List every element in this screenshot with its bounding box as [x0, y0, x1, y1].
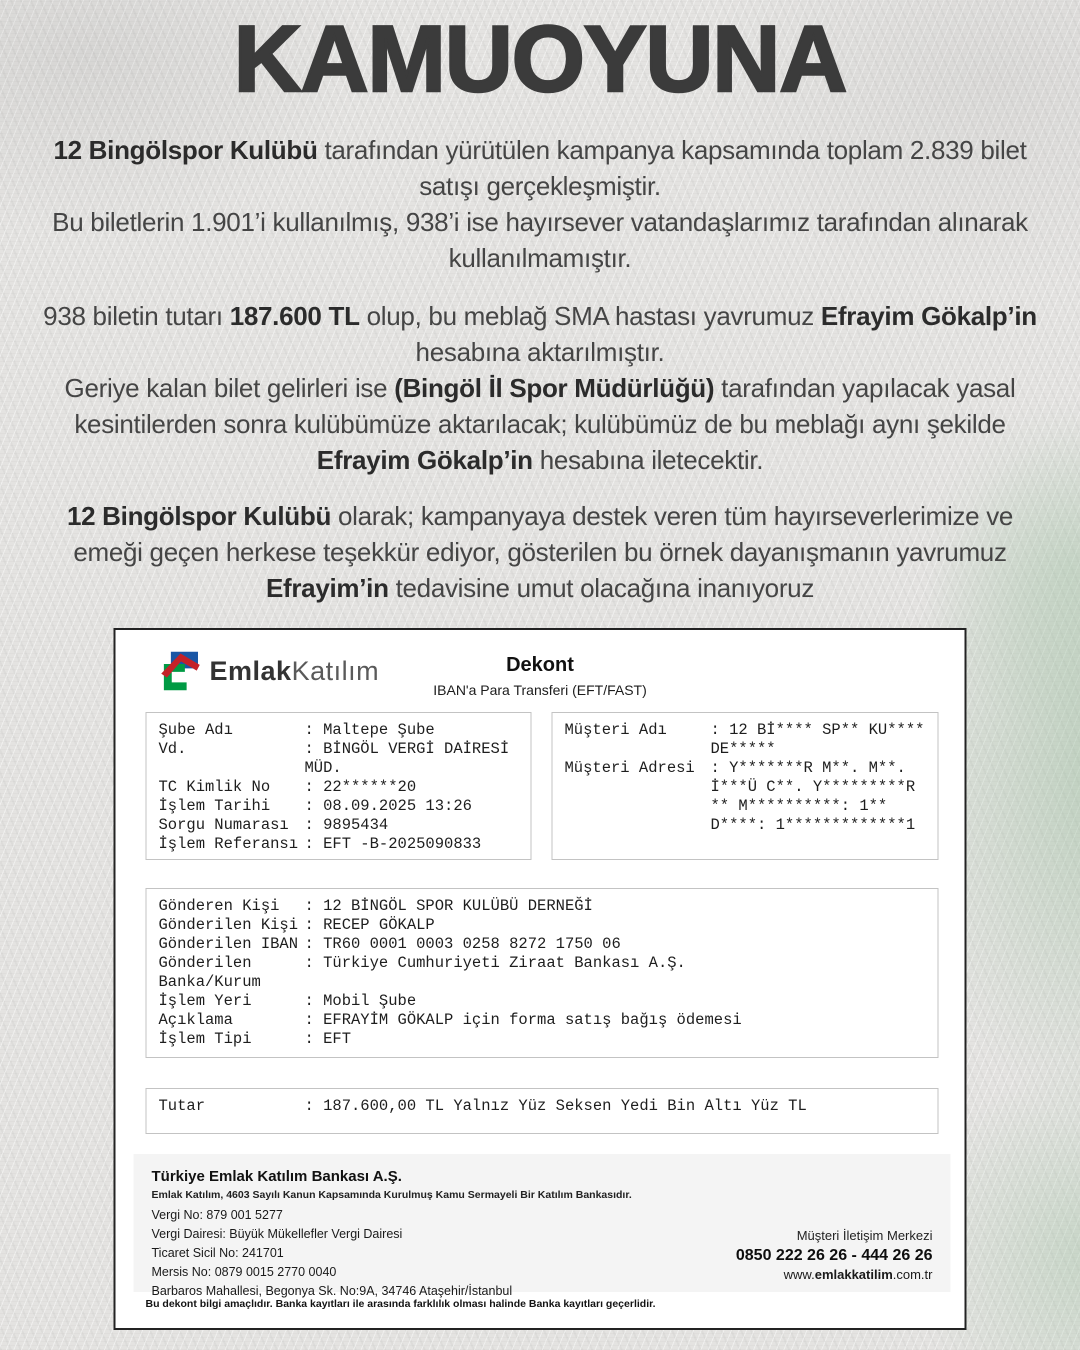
website-prefix: www. — [783, 1267, 815, 1282]
bank-info-line: Vergi No: 879 001 5277 — [151, 1208, 283, 1222]
field-row — [159, 740, 519, 778]
field-label: Tutar — [158, 1097, 206, 1115]
receipt-subtitle: IBAN'a Para Transferi (EFT/FAST) — [433, 682, 647, 698]
bank-info-line: Barbaros Mahallesi, Begonya Sk. No:9A, 34746 Ataşehir/İstanbul — [151, 1284, 513, 1298]
bank-info-line: Ticaret Sicil No: 241701 — [151, 1246, 284, 1260]
field-row — [159, 935, 926, 954]
field-value: : 12 Bİ**** SP** KU**** DE***** — [710, 721, 925, 758]
field-value: : 22******20 — [304, 778, 417, 796]
bank-description: Emlak Katılım, 4603 Sayılı Kanun Kapsamında Kurulmuş Kamu Sermayeli Bir Katılım Bankasıdır. — [151, 1189, 632, 1201]
field-label: Gönderilen IBAN — [158, 935, 299, 953]
announcement-section — [0, 0, 1080, 606]
field-label: Gönderilen Banka/Kurum — [158, 954, 261, 991]
field-label: İşlem Tarihi — [158, 797, 271, 815]
field-row — [159, 778, 519, 797]
field-row — [565, 721, 926, 759]
field-row — [159, 797, 519, 816]
field-value: : 187.600,00 TL Yalnız Yüz Seksen Yedi Bin Altı Yüz TL — [304, 1097, 807, 1115]
field-label: İşlem Tipi — [158, 1030, 252, 1048]
field-row — [159, 992, 926, 1011]
field-row — [159, 835, 519, 854]
bank-receipt — [114, 628, 967, 1330]
field-value: : 08.09.2025 13:26 — [304, 797, 472, 815]
announcement-paragraph-2: 938 biletin tutarı 187.600 TL olup, bu meblağ SMA hastası yavrumuz Efrayim Gökalp’in hesabına aktarılmıştır. Geriye kalan bilet gelirleri ise (Bingöl İl Spor Müdürlüğü) tarafından yapılacak yasal kesintilerden sonra kulübümüze aktarılacak; kulübümüz de bu meblağı aynı şekilde Efrayim Gökalp’in hesabına iletecektir. — [43, 301, 1037, 475]
field-row — [159, 897, 926, 916]
field-value: : 12 BİNGÖL SPOR KULÜBÜ DERNEĞİ — [304, 897, 593, 915]
bank-footer-left — [151, 1168, 632, 1298]
field-label: Müşteri Adı — [564, 721, 667, 739]
field-value: : EFT — [304, 1030, 352, 1048]
receipt-title: Dekont — [506, 654, 574, 676]
field-row — [159, 1097, 926, 1116]
field-label: Şube Adı — [158, 721, 233, 739]
field-row — [159, 1030, 926, 1049]
field-value: : Y*******R M**. M**. İ***Ü C**. Y*********R ** M**********: 1** D****: 1*************1 — [710, 759, 916, 834]
bank-footer — [134, 1154, 951, 1298]
brand-name-bold: Emlak — [209, 655, 292, 686]
field-label: İşlem Referansı — [158, 835, 299, 853]
field-row — [159, 954, 926, 992]
field-label: Vd. — [158, 740, 187, 758]
field-value: : EFRAYİM GÖKALP için forma satış bağış ödemesi — [304, 1011, 742, 1029]
field-value: : Türkiye Cumhuriyeti Ziraat Bankası A.Ş. — [304, 954, 686, 972]
field-label: İşlem Yeri — [158, 992, 252, 1010]
field-label: Açıklama — [158, 1011, 233, 1029]
field-row — [159, 721, 519, 740]
bank-website — [736, 1267, 933, 1282]
bank-footer-right — [736, 1168, 933, 1282]
bank-name: Türkiye Emlak Katılım Bankası A.Ş. — [151, 1168, 402, 1185]
receipt-disclaimer: Bu dekont bilgi amaçlıdır. Banka kayıtları ile arasında farklılık olması halinde Banka kayıtları geçerlidir. — [145, 1298, 656, 1310]
field-label: Sorgu Numarası — [158, 816, 289, 834]
field-row — [159, 816, 519, 835]
amount-box — [146, 1088, 939, 1134]
field-row — [565, 759, 926, 835]
contact-phone: 0850 222 26 26 - 444 26 26 — [735, 1247, 933, 1264]
field-value: : BİNGÖL VERGİ DAİRESİ MÜD. — [304, 740, 510, 777]
announcement-paragraph-1: 12 Bingölspor Kulübü tarafından yürütülen kampanya kapsamında toplam 2.839 bilet satışı gerçekleşmiştir. Bu biletlerin 1.901’i kullanılmış, 938’i ise hayırsever vatandaşlarımız tarafından alınarak kullanılmamıştır. — [52, 135, 1028, 273]
bank-info-line: Mersis No: 0879 0015 2770 0040 — [151, 1265, 337, 1279]
field-row — [159, 1011, 926, 1030]
field-value: : 9895434 — [304, 816, 389, 834]
website-domain: emlakkatilim — [814, 1267, 893, 1282]
customer-info-box — [552, 712, 939, 860]
field-value: : EFT -B-2025090833 — [304, 835, 482, 853]
field-value: : TR60 0001 0003 0258 8272 1750 06 — [304, 935, 621, 953]
website-suffix: .com.tr — [892, 1267, 933, 1282]
transfer-details-box — [146, 888, 939, 1058]
field-label: Gönderen Kişi — [158, 897, 280, 915]
field-value: : Mobil Şube — [304, 992, 417, 1010]
brand-name-light: Katılım — [291, 655, 380, 686]
announcement-title: KAMUOYUNA — [233, 6, 847, 111]
field-label: Müşteri Adresi — [564, 759, 695, 777]
contact-center-label: Müşteri İletişim Merkezi — [796, 1228, 933, 1243]
field-row — [159, 916, 926, 935]
field-value: : Maltepe Şube — [304, 721, 435, 739]
announcement-paragraph-3: 12 Bingölspor Kulübü olarak; kampanyaya destek veren tüm hayırseverlerimize ve emeği geçen herkese teşekkür ediyor, gösterilen bu örnek dayanışmanın yavrumuz Efrayim’in tedavisine umut olacağına inanıyoruz — [66, 501, 1014, 603]
branch-info-box — [146, 712, 532, 860]
field-value: : RECEP GÖKALP — [304, 916, 435, 934]
field-label: TC Kimlik No — [158, 778, 271, 796]
field-label: Gönderilen Kişi — [158, 916, 299, 934]
bank-info-line: Vergi Dairesi: Büyük Mükellefler Vergi Dairesi — [151, 1227, 403, 1241]
